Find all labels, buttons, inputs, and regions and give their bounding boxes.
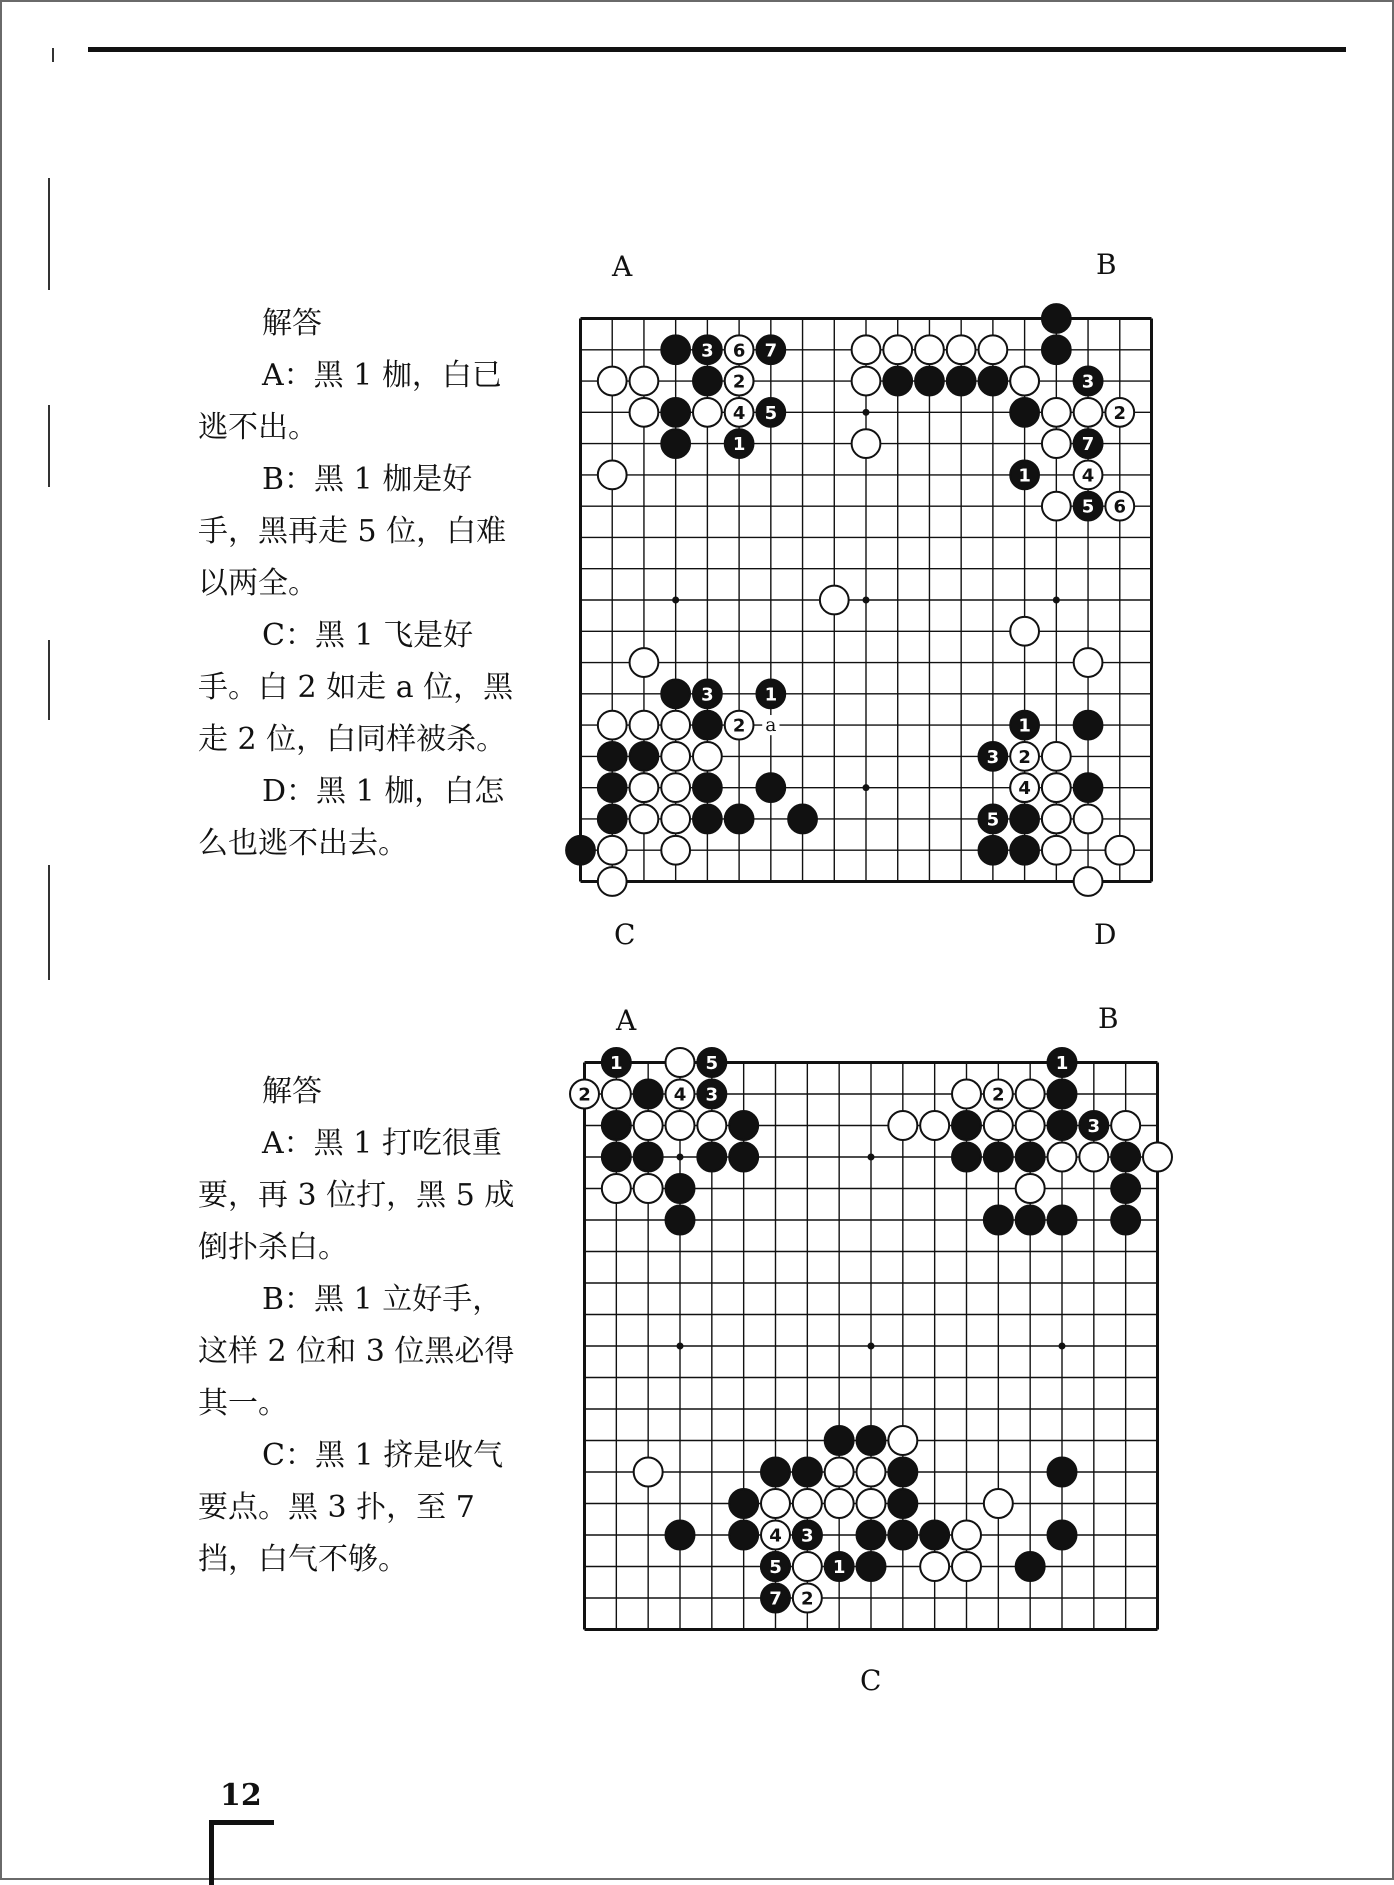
- white-stone: [661, 773, 690, 802]
- white-stone: [634, 1458, 663, 1487]
- black-stone: [920, 1521, 949, 1550]
- stone-number: 3: [705, 1084, 719, 1106]
- black-stone: [729, 1143, 758, 1172]
- white-stone: [857, 1489, 886, 1518]
- answer-heading: 解答: [262, 1074, 322, 1109]
- white-stone: [1111, 1111, 1140, 1140]
- footer-corner-mark: [209, 1820, 274, 1885]
- stone-number: 3: [701, 684, 714, 706]
- corner-label-a: A: [612, 250, 633, 283]
- point-label-a: a: [765, 714, 777, 736]
- stone-number: 2: [732, 715, 746, 737]
- star-point: [863, 597, 870, 604]
- white-stone: [1074, 398, 1103, 427]
- star-point: [863, 784, 870, 791]
- stone-number: 7: [764, 340, 778, 362]
- corner-label-b: B: [1098, 1002, 1119, 1035]
- black-stone: [947, 367, 976, 396]
- black-stone: [979, 367, 1008, 396]
- answer-heading: 解答: [262, 306, 322, 341]
- star-point: [1053, 597, 1060, 604]
- stone-number: 7: [1081, 434, 1095, 456]
- black-stone: [979, 836, 1008, 865]
- black-stone: [598, 805, 627, 834]
- white-stone: [952, 1552, 981, 1581]
- white-stone: [1074, 805, 1103, 834]
- answer-block-2: [198, 1066, 528, 1586]
- stone-number: 1: [1055, 1053, 1069, 1075]
- margin-mark: [48, 640, 50, 720]
- white-stone: [1016, 1080, 1045, 1109]
- white-stone: [598, 836, 627, 865]
- black-stone: [729, 1111, 758, 1140]
- stone-number: 6: [732, 340, 746, 362]
- black-stone: [952, 1143, 981, 1172]
- stone-number: 3: [801, 1525, 814, 1547]
- black-stone: [1042, 304, 1071, 333]
- white-stone: [661, 742, 690, 771]
- white-stone: [1042, 742, 1071, 771]
- white-stone: [952, 1080, 981, 1109]
- white-stone: [630, 367, 659, 396]
- black-stone: [602, 1143, 631, 1172]
- white-stone: [630, 648, 659, 677]
- margin-mark: [52, 48, 54, 62]
- white-stone: [852, 429, 881, 458]
- stone-number: 2: [578, 1084, 591, 1106]
- corner-label-a: A: [616, 1004, 637, 1037]
- stone-number: 5: [1081, 496, 1095, 518]
- white-stone: [1042, 773, 1071, 802]
- white-stone: [661, 711, 690, 740]
- black-stone: [1010, 398, 1039, 427]
- black-stone: [1042, 335, 1071, 364]
- black-stone: [661, 429, 690, 458]
- white-stone: [661, 836, 690, 865]
- stone-number: 4: [769, 1525, 782, 1547]
- corner-label-c: C: [614, 918, 636, 951]
- black-stone: [857, 1521, 886, 1550]
- black-stone: [1048, 1206, 1077, 1235]
- stone-number: 1: [1018, 715, 1031, 737]
- white-stone: [1074, 867, 1103, 896]
- white-stone: [1010, 367, 1039, 396]
- white-stone: [666, 1111, 695, 1140]
- black-stone: [761, 1458, 790, 1487]
- black-stone: [756, 773, 785, 802]
- white-stone: [984, 1111, 1013, 1140]
- white-stone: [888, 1111, 917, 1140]
- black-stone: [857, 1552, 886, 1581]
- black-stone: [566, 836, 595, 865]
- white-stone: [1042, 805, 1071, 834]
- black-stone: [984, 1206, 1013, 1235]
- white-stone: [1042, 836, 1071, 865]
- answer-paragraph-b: B：黑 1 枷是好手，黑再走 5 位，白难以两全。: [198, 462, 507, 601]
- go-board-2: [578, 1053, 1158, 1630]
- black-stone: [915, 367, 944, 396]
- black-stone: [693, 711, 722, 740]
- white-stone: [979, 335, 1008, 364]
- white-stone: [1042, 492, 1071, 521]
- white-stone: [666, 1048, 695, 1077]
- black-stone: [1111, 1206, 1140, 1235]
- stone-number: 4: [1081, 465, 1095, 487]
- answer-paragraph-a: A：黑 1 枷，白已逃不出。: [198, 358, 502, 445]
- margin-mark: [48, 865, 50, 980]
- black-stone: [888, 1489, 917, 1518]
- black-stone: [1074, 773, 1103, 802]
- stone-number: 1: [610, 1053, 623, 1075]
- stone-number: 5: [764, 402, 778, 424]
- black-stone: [666, 1521, 695, 1550]
- black-stone: [888, 1458, 917, 1487]
- stone-number: 4: [673, 1084, 687, 1106]
- black-stone: [1016, 1552, 1045, 1581]
- black-stone: [1074, 711, 1103, 740]
- white-stone: [984, 1489, 1013, 1518]
- black-stone: [661, 398, 690, 427]
- corner-label-d: D: [1094, 918, 1117, 951]
- black-stone: [888, 1521, 917, 1550]
- black-stone: [1016, 1206, 1045, 1235]
- black-stone: [825, 1426, 854, 1455]
- go-board-1: [580, 318, 1152, 882]
- white-stone: [793, 1552, 822, 1581]
- white-stone: [883, 335, 912, 364]
- corner-label-c: C: [860, 1664, 882, 1697]
- answer-paragraph-a: A：黑 1 打吃很重要，再 3 位打，黑 5 成倒扑杀白。: [198, 1126, 515, 1265]
- black-stone: [630, 742, 659, 771]
- black-stone: [1048, 1521, 1077, 1550]
- black-stone: [1048, 1080, 1077, 1109]
- black-stone: [1010, 836, 1039, 865]
- white-stone: [852, 335, 881, 364]
- margin-mark: [48, 178, 50, 290]
- star-point: [1059, 1343, 1066, 1350]
- white-stone: [697, 1111, 726, 1140]
- stone-number: 3: [986, 746, 1000, 768]
- stone-number: 2: [1113, 402, 1127, 424]
- black-stone: [634, 1143, 663, 1172]
- white-stone: [1105, 836, 1134, 865]
- black-stone: [788, 805, 817, 834]
- star-point: [868, 1343, 875, 1350]
- black-stone: [1048, 1111, 1077, 1140]
- white-stone: [630, 398, 659, 427]
- white-stone: [634, 1174, 663, 1203]
- answer-paragraph-b: B：黑 1 立好手，这样 2 位和 3 位黑必得其一。: [198, 1282, 515, 1421]
- black-stone: [729, 1489, 758, 1518]
- white-stone: [693, 398, 722, 427]
- white-stone: [1048, 1143, 1077, 1172]
- stone-number: 1: [732, 434, 746, 456]
- star-point: [863, 409, 870, 416]
- black-stone: [693, 773, 722, 802]
- stone-number: 1: [764, 684, 778, 706]
- white-stone: [793, 1489, 822, 1518]
- black-stone: [725, 805, 754, 834]
- black-stone: [857, 1426, 886, 1455]
- stone-number: 2: [732, 371, 746, 393]
- star-point: [868, 1154, 875, 1161]
- stone-number: 5: [769, 1557, 782, 1579]
- stone-number: 3: [1087, 1116, 1101, 1138]
- white-stone: [598, 461, 627, 490]
- black-stone: [661, 335, 690, 364]
- answer-block-1: [198, 298, 528, 870]
- white-stone: [693, 742, 722, 771]
- black-stone: [1111, 1174, 1140, 1203]
- stone-number: 6: [1113, 496, 1127, 518]
- black-stone: [602, 1111, 631, 1140]
- white-stone: [825, 1489, 854, 1518]
- stone-number: 3: [1081, 371, 1095, 393]
- black-stone: [661, 679, 690, 708]
- black-stone: [598, 773, 627, 802]
- white-stone: [915, 335, 944, 364]
- white-stone: [920, 1111, 949, 1140]
- black-stone: [984, 1143, 1013, 1172]
- black-stone: [693, 805, 722, 834]
- black-stone: [729, 1521, 758, 1550]
- margin-mark: [48, 405, 50, 487]
- white-stone: [952, 1521, 981, 1550]
- black-stone: [952, 1111, 981, 1140]
- answer-paragraph-c: C：黑 1 飞是好手。白 2 如走 a 位，黑走 2 位，白同样被杀。: [198, 618, 514, 757]
- stone-number: 4: [1018, 778, 1031, 800]
- white-stone: [630, 773, 659, 802]
- white-stone: [1079, 1143, 1108, 1172]
- stone-number: 2: [992, 1084, 1005, 1106]
- black-stone: [598, 742, 627, 771]
- white-stone: [661, 805, 690, 834]
- white-stone: [1016, 1174, 1045, 1203]
- stone-number: 7: [769, 1588, 782, 1610]
- stone-number: 2: [1018, 746, 1031, 768]
- white-stone: [598, 711, 627, 740]
- white-stone: [1042, 398, 1071, 427]
- star-point: [672, 597, 679, 604]
- black-stone: [1048, 1458, 1077, 1487]
- black-stone: [666, 1174, 695, 1203]
- white-stone: [598, 367, 627, 396]
- white-stone: [947, 335, 976, 364]
- white-stone: [1010, 617, 1039, 646]
- stone-number: 1: [1018, 465, 1031, 487]
- white-stone: [598, 867, 627, 896]
- white-stone: [920, 1552, 949, 1581]
- page-number: 12: [220, 1778, 262, 1813]
- stone-number: 5: [986, 809, 1000, 831]
- white-stone: [1016, 1111, 1045, 1140]
- white-stone: [1143, 1143, 1172, 1172]
- white-stone: [857, 1458, 886, 1487]
- black-stone: [666, 1206, 695, 1235]
- black-stone: [1010, 805, 1039, 834]
- white-stone: [630, 711, 659, 740]
- white-stone: [1042, 429, 1071, 458]
- white-stone: [852, 367, 881, 396]
- white-stone: [888, 1426, 917, 1455]
- stone-number: 2: [801, 1588, 814, 1610]
- stone-number: 5: [705, 1053, 719, 1075]
- white-stone: [761, 1489, 790, 1518]
- black-stone: [793, 1458, 822, 1487]
- black-stone: [693, 367, 722, 396]
- answer-paragraph-d: D：黑 1 枷，白怎么也逃不出去。: [198, 774, 505, 861]
- black-stone: [634, 1080, 663, 1109]
- white-stone: [602, 1080, 631, 1109]
- black-stone: [883, 367, 912, 396]
- answer-paragraph-c: C：黑 1 挤是收气要点。黑 3 扑，至 7 挡，白气不够。: [198, 1438, 504, 1577]
- black-stone: [1016, 1143, 1045, 1172]
- black-stone: [697, 1143, 726, 1172]
- white-stone: [602, 1174, 631, 1203]
- white-stone: [634, 1111, 663, 1140]
- stone-number: 1: [832, 1557, 846, 1579]
- corner-label-b: B: [1096, 248, 1117, 281]
- stone-number: 4: [732, 402, 746, 424]
- star-point: [677, 1154, 684, 1161]
- black-stone: [1111, 1143, 1140, 1172]
- white-stone: [630, 805, 659, 834]
- white-stone: [825, 1458, 854, 1487]
- star-point: [677, 1343, 684, 1350]
- stone-number: 3: [701, 340, 714, 362]
- white-stone: [820, 586, 849, 615]
- white-stone: [1074, 648, 1103, 677]
- header-rule: [88, 47, 1346, 52]
